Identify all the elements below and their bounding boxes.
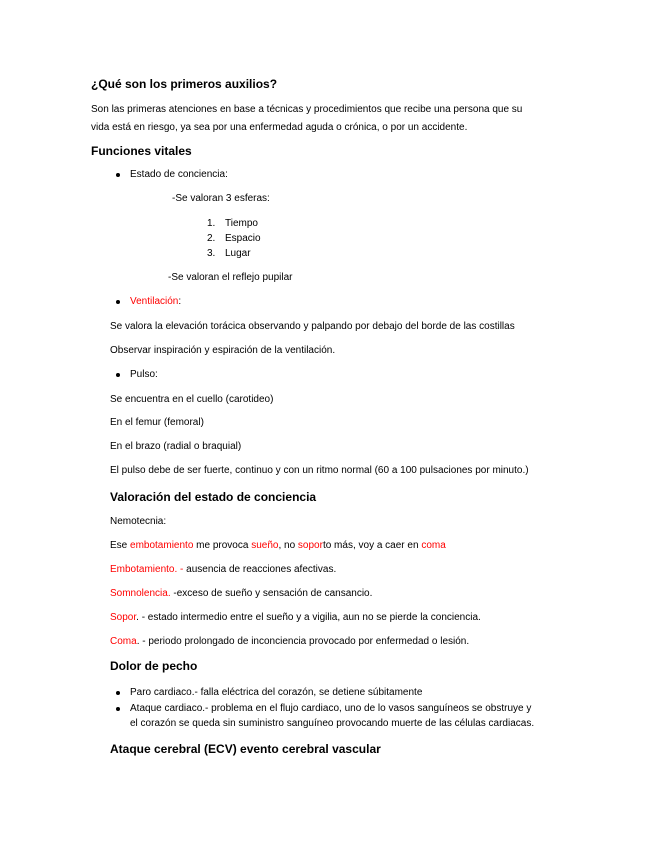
- pulso-line: El pulso debe de ser fuerte, continuo y con un ritmo normal (60 a 100 pulsaciones por minuto.): [110, 465, 529, 476]
- mnemonic-text: , no: [278, 540, 298, 551]
- ventilacion-colon: :: [178, 296, 182, 307]
- bullet-pulso: Pulso:: [130, 369, 158, 380]
- definition-text: . - estado intermedio entre el sueño y a vigilia, aun no se pierde la conciencia.: [136, 612, 481, 623]
- dolor-item-continuation: el corazón se queda sin suministro sanguíneo provocando muerte de las células cardiacas.: [130, 718, 535, 729]
- ventilacion-line: Observar inspiración y espiración de la ventilación.: [110, 345, 336, 356]
- esferas-intro: -Se valoran 3 esferas:: [172, 193, 270, 204]
- paragraph-line: Son las primeras atenciones en base a técnicas y procedimientos que recibe una persona que su: [91, 104, 523, 115]
- paragraph-line: vida está en riesgo, ya sea por una enfermedad aguda o crónica, o por un accidente.: [91, 122, 468, 133]
- definition-term: Sopor: [110, 612, 137, 623]
- mnemonic-highlight: sopor: [297, 540, 323, 551]
- bullet-icon: [116, 373, 120, 377]
- ventilacion-term: Ventilación: [130, 296, 179, 307]
- mnemonic-highlight: coma: [421, 540, 446, 551]
- mnemonic-sentence: [110, 539, 446, 553]
- dolor-item: Ataque cardiaco.- problema en el flujo cardiaco, uno de lo vasos sanguíneos se obstruye y: [130, 703, 532, 714]
- definition-row: [110, 635, 469, 649]
- pulso-line: En el femur (femoral): [110, 417, 204, 428]
- bullet-icon: [116, 173, 120, 177]
- definition-term: Somnolencia.: [110, 588, 171, 599]
- pulso-line: En el brazo (radial o braquial): [110, 441, 242, 452]
- mnemonic-text: me provoca: [193, 540, 252, 551]
- mnemonic-text: Ese: [110, 540, 131, 551]
- list-label: Tiempo: [225, 218, 258, 229]
- definition-row: [110, 587, 372, 601]
- bullet-estado-conciencia: Estado de conciencia:: [130, 169, 228, 180]
- definition-term: Coma: [110, 636, 137, 647]
- list-item: [207, 247, 251, 261]
- heading-funciones-vitales: Funciones vitales: [91, 144, 192, 158]
- heading-ataque-cerebral: Ataque cerebral (ECV) evento cerebral vascular: [110, 742, 381, 756]
- dolor-item: Paro cardiaco.- falla eléctrica del corazón, se detiene súbitamente: [130, 687, 423, 698]
- list-number: 2.: [207, 233, 216, 244]
- ventilacion-line: Se valora la elevación torácica observando y palpando por debajo del borde de las costillas: [110, 321, 515, 332]
- bullet-ventilacion: [130, 295, 181, 309]
- reflejo-pupilar: -Se valoran el reflejo pupilar: [168, 272, 293, 283]
- bullet-icon: [116, 691, 120, 695]
- list-label: Espacio: [225, 233, 261, 244]
- mnemonic-highlight: embotamiento: [130, 540, 194, 551]
- heading-primeros-auxilios: ¿Qué son los primeros auxilios?: [91, 77, 278, 91]
- bullet-icon: [116, 707, 120, 711]
- list-item: [207, 232, 261, 246]
- definition-text: -exceso de sueño y sensación de cansancio.: [170, 588, 373, 599]
- mnemonic-text: to más, voy a caer en: [322, 540, 422, 551]
- nemotecnia-label: Nemotecnia:: [110, 516, 167, 527]
- definition-row: [110, 563, 336, 577]
- definition-row: [110, 611, 481, 625]
- heading-valoracion-conciencia: Valoración del estado de conciencia: [110, 490, 317, 504]
- list-number: 3.: [207, 248, 216, 259]
- list-label: Lugar: [225, 248, 251, 259]
- bullet-icon: [116, 300, 120, 304]
- definition-text: . - periodo prolongado de inconciencia provocado por enfermedad o lesión.: [136, 636, 470, 647]
- list-number: 1.: [207, 218, 216, 229]
- pulso-line: Se encuentra en el cuello (carotideo): [110, 394, 274, 405]
- heading-dolor-pecho: Dolor de pecho: [110, 659, 198, 673]
- definition-term: Embotamiento. -: [110, 564, 184, 575]
- definition-text: ausencia de reacciones afectivas.: [183, 564, 337, 575]
- mnemonic-highlight: sueño: [251, 540, 279, 551]
- list-item: [207, 217, 258, 231]
